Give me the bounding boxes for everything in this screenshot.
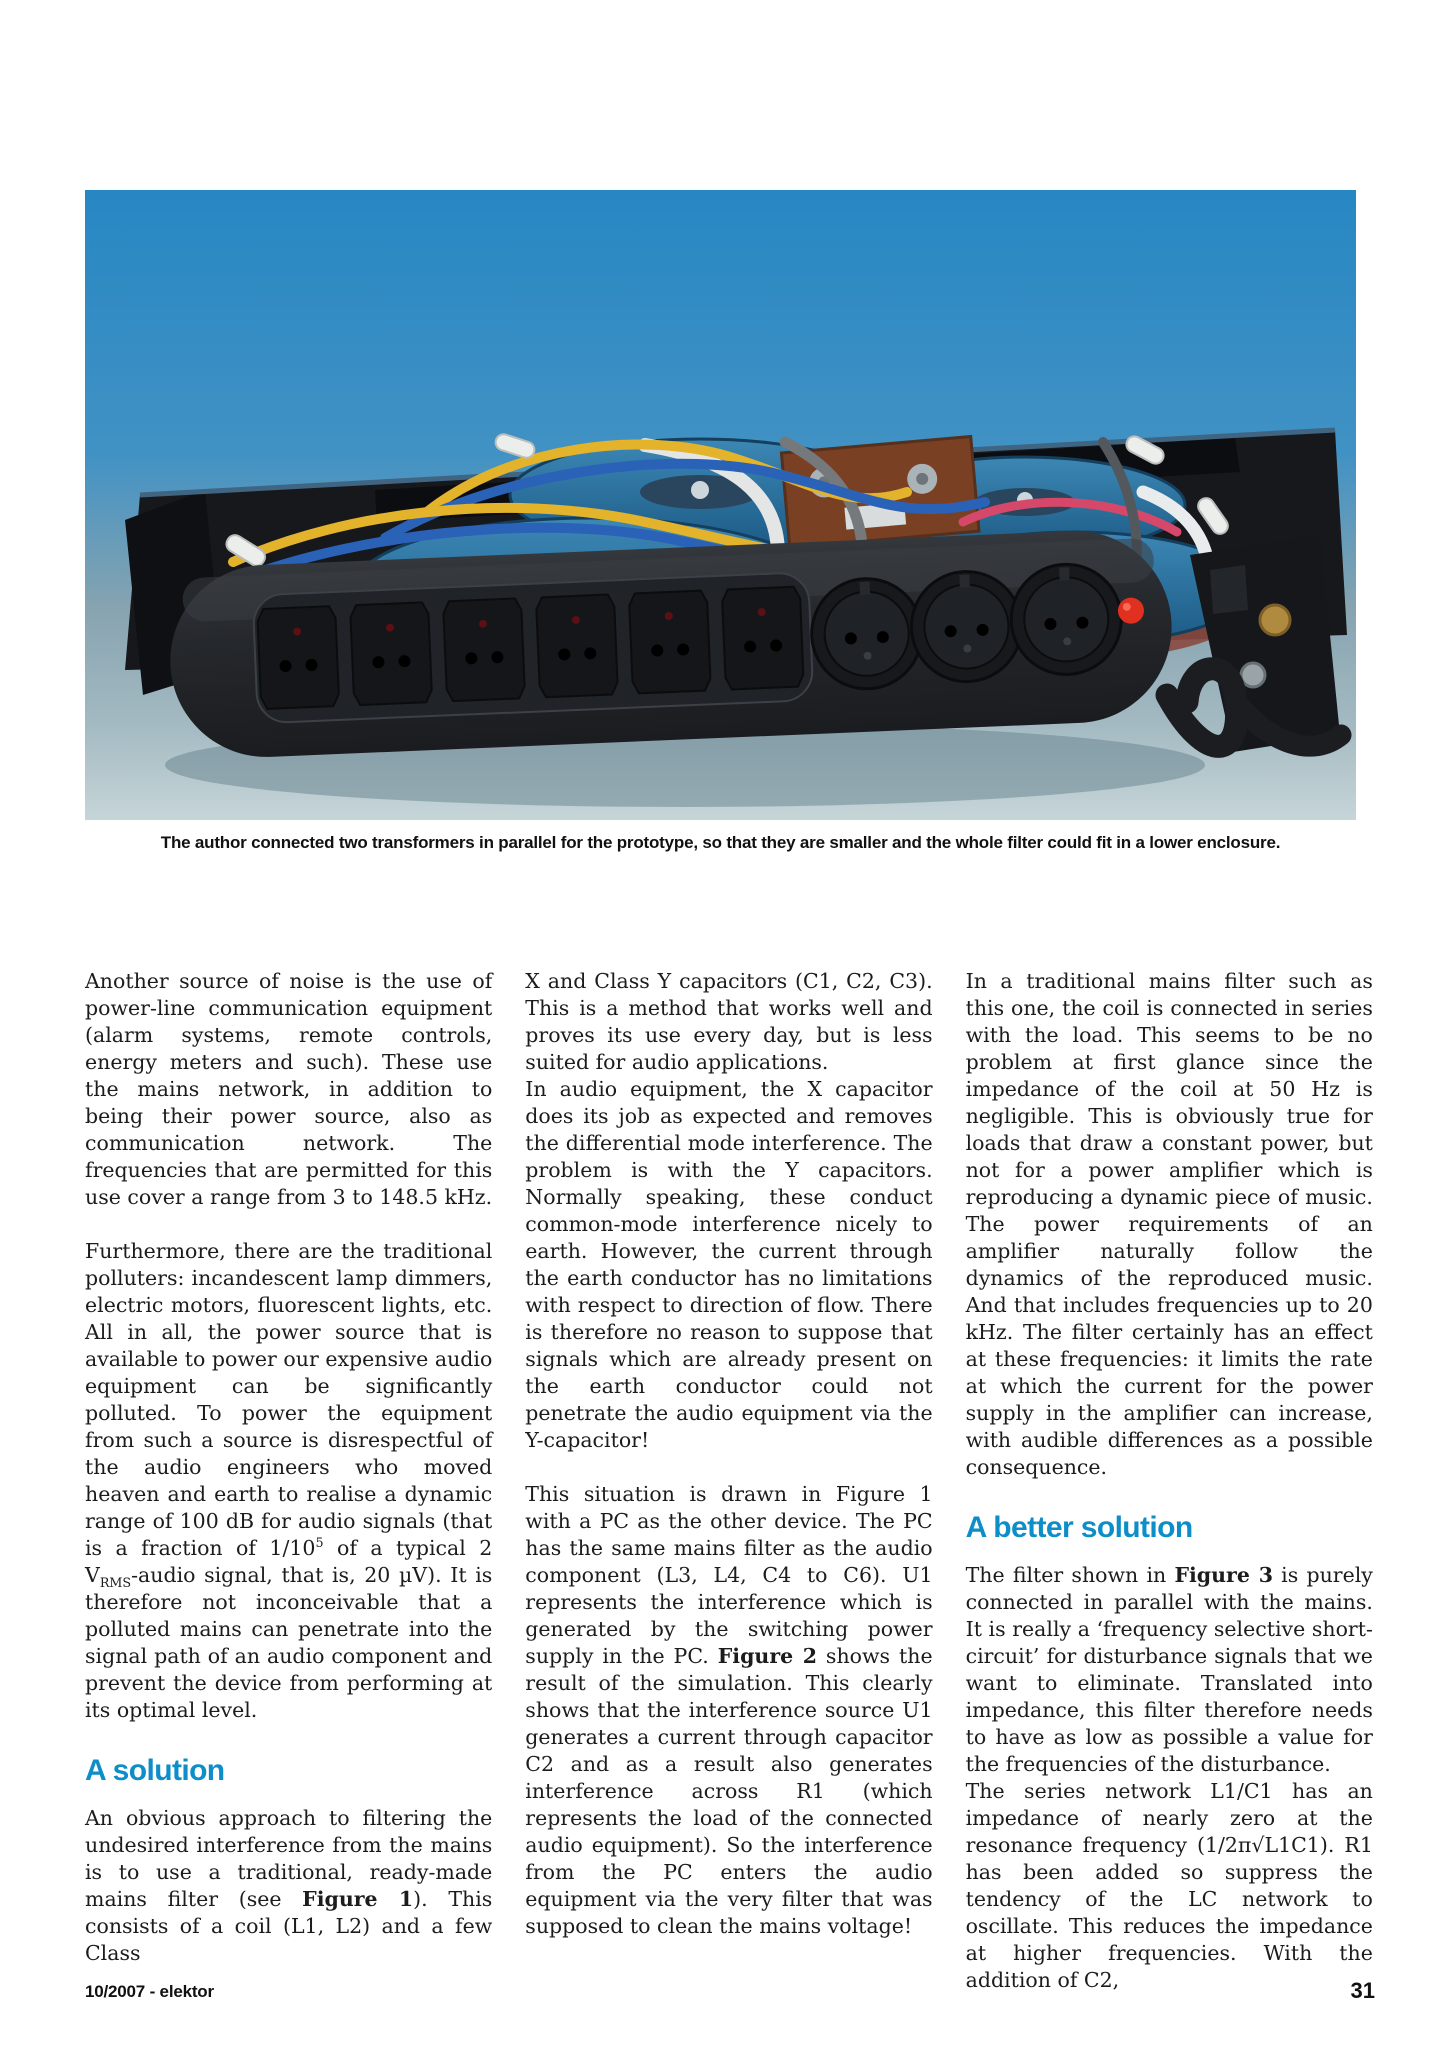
paragraph-gap [85,1211,492,1238]
article-columns [85,968,1373,1994]
prototype-photo [85,190,1356,820]
section-heading: A better solution [965,1511,1193,1544]
issue-label: 10/2007 - elektor [85,1982,214,2001]
paragraph: In audio equipment, the X capacitor does its job as expected and removes the differential mode interference. The problem is with the Y capacitors. Normally speaking, these conduct common-mode interference nicely to earth. However, the current through the earth conductor has no limitations with respect to direction of flow. There is therefore no reason to suppose that signals which are already present on the earth conductor could not penetrate the audio equipment via the Y-capacitor! [525,1077,933,1452]
prototype-photo-illustration [85,190,1356,820]
page-footer [85,1972,1375,2002]
paragraph: Furthermore, there are the traditional polluters: incandescent lamp dimmers, electric motors, fluorescent lights, etc. All in all, the power source that is available to power our expensive audio equipment can be significantly polluted. To power the equipment from such a source is disrespectful of the audio engineers who moved heaven and earth to realise a dynamic range of 100 dB for audio signals (that is a fraction of $1/10^5$ of a typical 2 $V_{RMS}$-audio signal, that is, 20 µV). It is therefore not inconceivable that a polluted mains can penetrate into the signal path of an audio component and prevent the device from performing at its optimal level. [85,1239,493,1722]
paragraph: The filter shown in Figure 3 is purely connected in parallel with the mains. It is really a ‘frequency selective short-circuit’ for disturbance signals that we want to eliminate. Translated into impedance, this filter therefore needs to have as low as possible a value for the frequencies of the disturbance. [965,1563,1373,1776]
paragraph: X and Class Y capacitors (C1, C2, C3). This is a method that works well and proves its use every day, but is less suited for audio applications. [525,969,933,1074]
paragraph: The series network L1/C1 has an impedance of nearly zero at the resonance frequency (1/2π√L1C1). R1 has been added so suppress the tendency of the LC network to oscillate. This reduces the impedance at higher frequencies. With the addition of C2, [965,1779,1373,1992]
paragraph-gap [525,1454,932,1481]
photo-caption: The author connected two transformers in parallel for the prototype, so that they are smaller and the whole filter could fit in a lower enclosure. [160,833,1281,852]
page-number: 31 [1350,1978,1375,2003]
paragraph: An obvious approach to filtering the undesired interference from the mains is to use a traditional, ready-made mains filter (see Figure 1). This consists of a coil (L1, L2) and a few Class [85,1806,493,1965]
text-column-1 [85,968,492,1994]
text-column-3 [966,968,1373,1994]
paragraph: This situation is drawn in Figure 1 with a PC as the other device. The PC has the same mains filter as the audio component (L3, L4, C4 to C6). U1 represents the interference which is generated by the switching power supply in the PC. Figure 2 shows the result of the simulation. This clearly shows that the interference source U1 generates a current through capacitor C2 and as a result also generates interference across R1 (which represents the load of the connected audio equipment). So the interference from the PC enters the audio equipment via the very filter that was supposed to clean the mains voltage! [525,1482,933,1938]
paragraph: Another source of noise is the use of power-line communication equipment (alarm systems, remote controls, energy meters and such). These use the mains network, in addition to being their power source, also as communication network. The frequencies that are permitted for this use cover a range from 3 to 148.5 kHz. [85,969,493,1209]
text-column-2 [525,968,932,1994]
schuko-sockets [809,562,1124,691]
section-heading: A solution [85,1754,225,1787]
paragraph: In a traditional mains filter such as this one, the coil is connected in series with the load. This seems to be no problem at first glance since the impedance of the coil at 50 Hz is negligible. This is obviously true for loads that draw a constant power, but not for a power amplifier which is reproducing a dynamic piece of music. The power requirements of an amplifier naturally follow the dynamics of the reproduced music. And that includes frequencies up to 20 kHz. The filter certainly has an effect at these frequencies: it limits the rate at which the current for the power supply in the amplifier can increase, with audible differences as a possible consequence. [965,969,1373,1479]
